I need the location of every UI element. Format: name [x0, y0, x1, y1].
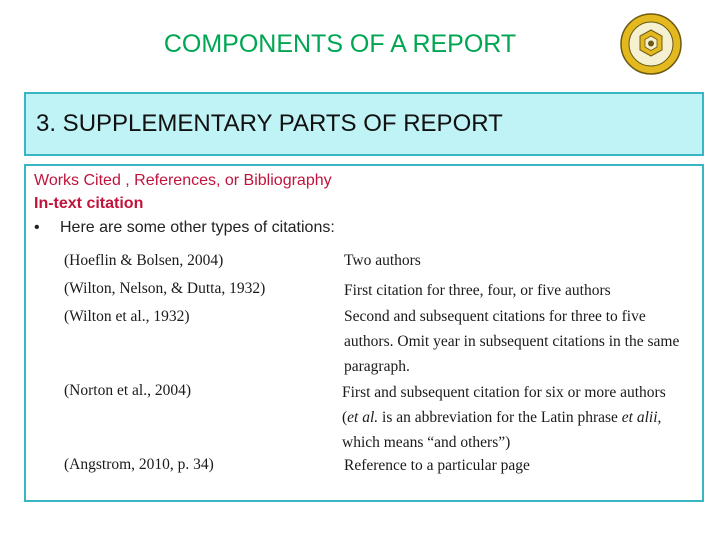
description-italic: et al. [347, 409, 379, 426]
citation-description: First citation for three, four, or five authors [344, 282, 611, 299]
citation-example: (Hoeflin & Bolsen, 2004) [64, 252, 224, 269]
citation-example: (Wilton et al., 1932) [64, 308, 190, 325]
bullet-dot: • [34, 219, 40, 236]
citation-example: (Wilton, Nelson, & Dutta, 1932) [64, 280, 266, 297]
works-cited-heading: Works Cited , References, or Bibliography [34, 172, 332, 189]
description-text: is an abbreviation for the Latin phrase [378, 409, 622, 426]
content-box [24, 164, 704, 502]
citation-description [342, 380, 682, 455]
bullet-item [34, 219, 335, 237]
bullet-text: Here are some other types of citations: [60, 219, 335, 236]
section-title: 3. SUPPLEMENTARY PARTS OF REPORT [36, 110, 503, 137]
university-seal-icon [620, 13, 682, 75]
section-banner [24, 92, 704, 156]
citation-example: (Norton et al., 2004) [64, 382, 191, 399]
description-text: First and subsequent citation for six or more authors ( [342, 384, 666, 426]
citation-description: Two authors [344, 252, 421, 269]
page-title: COMPONENTS OF A REPORT [163, 30, 517, 58]
citation-description: Reference to a particular page [344, 457, 530, 474]
citation-description: Second and subsequent citations for three to five authors. Omit year in subsequent citations in the same paragraph. [344, 308, 680, 375]
description-italic: et alii [621, 409, 658, 426]
citation-example: (Angstrom, 2010, p. 34) [64, 456, 214, 473]
in-text-citation-heading: In-text citation [34, 195, 144, 212]
description-text: , which means “and others”) [342, 409, 662, 451]
